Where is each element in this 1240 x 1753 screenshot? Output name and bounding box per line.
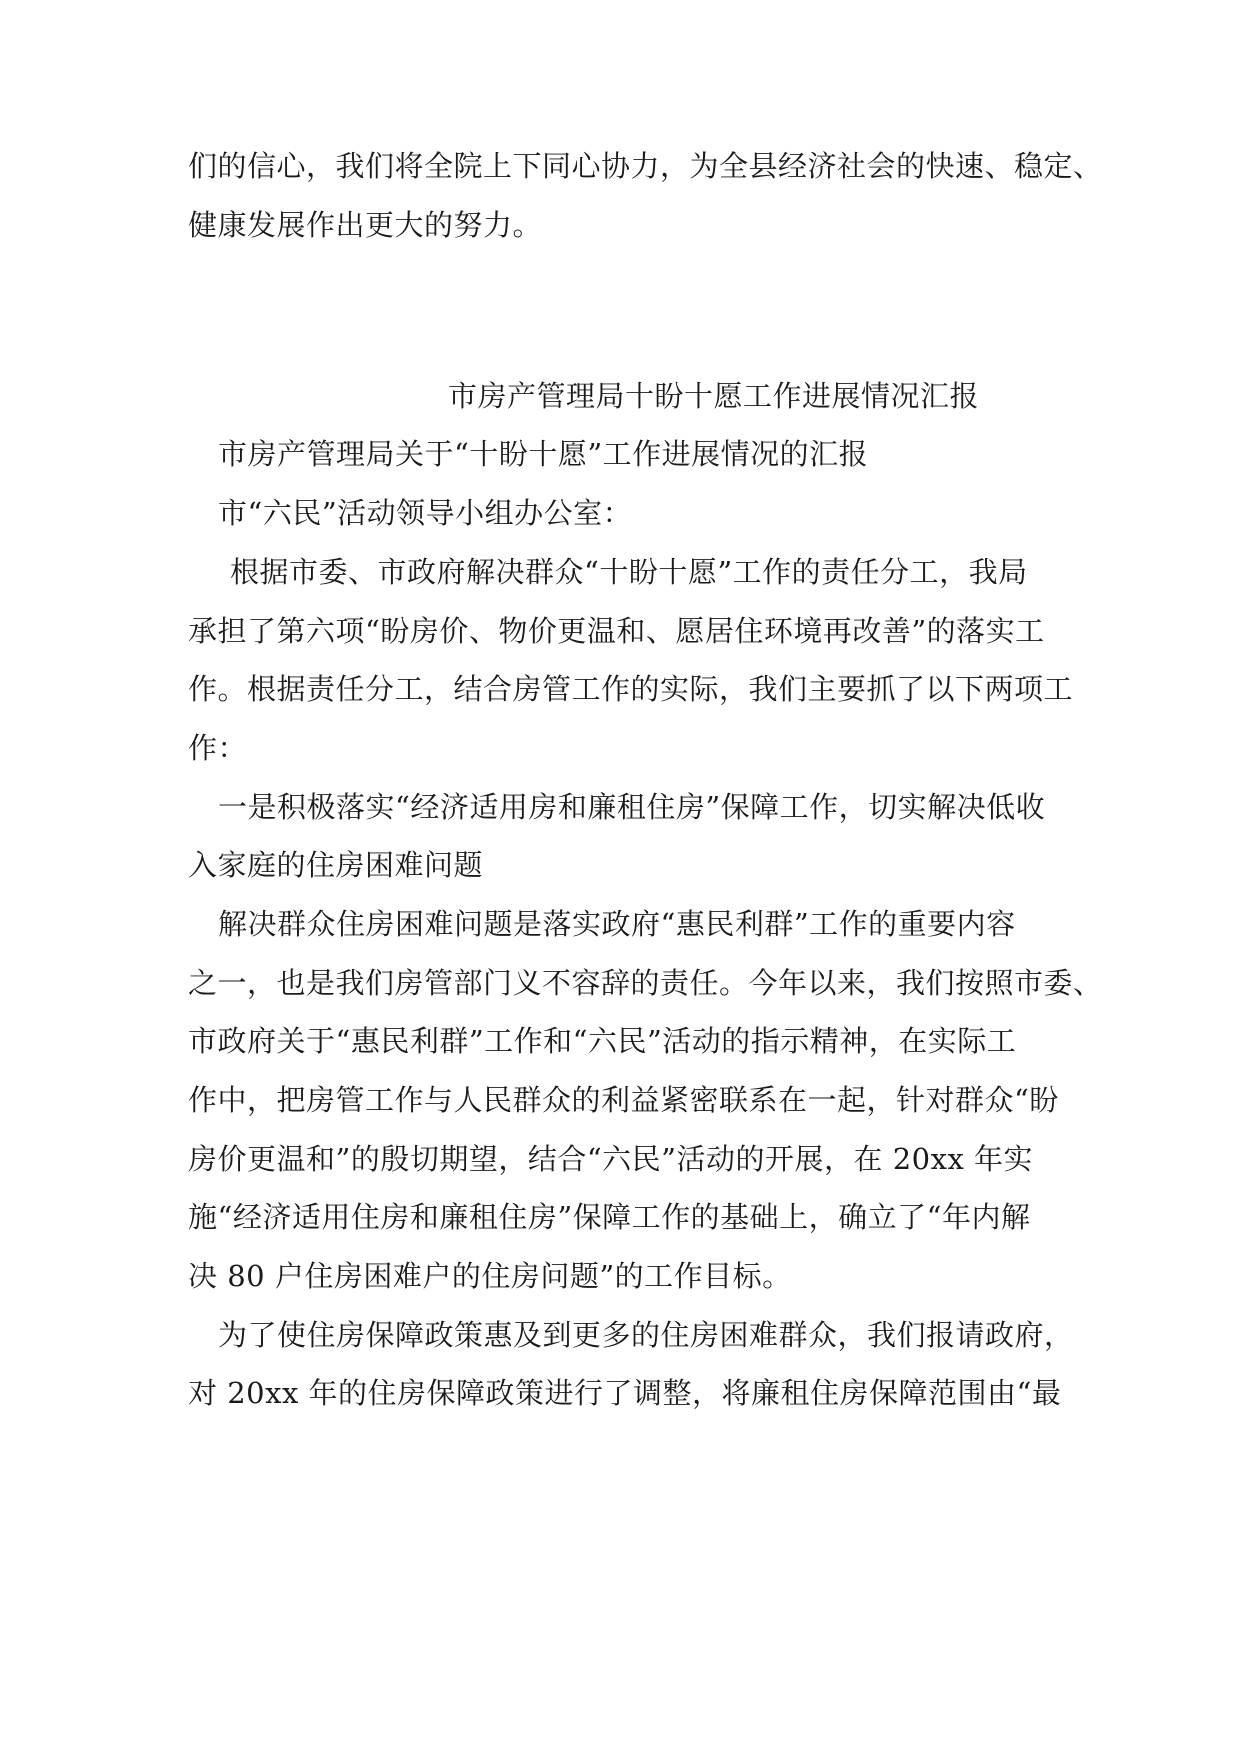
document-title: 市房产管理局十盼十愿工作进展情况汇报 [448,379,980,413]
para3-line-5: 房价更温和”的殷切期望，结合“六民”活动的开展，在 20xx 年实 [188,1142,1034,1176]
prev-section-line-1: 们的信心，我们将全院上下同心协力，为全县经济社会的快速、稳定、 [188,149,1103,183]
para1-line-4: 作： [188,731,248,765]
para1-line-1: 根据市委、市政府解决群众“十盼十愿”工作的责任分工，我局 [230,555,1028,589]
para3-line-6: 施“经济适用住房和廉租住房”保障工作的基础上，确立了“年内解 [188,1200,1031,1234]
para2-line-2: 入家庭的住房困难问题 [188,848,484,882]
para2-line-1: 一是积极落实“经济适用房和廉租住房”保障工作，切实解决低收 [218,790,1046,824]
para3-line-4: 作中，把房管工作与人民群众的利益紧密联系在一起，针对群众“盼 [188,1083,1059,1117]
para3-line-3: 市政府关于“惠民利群”工作和“六民”活动的指示精神，在实际工 [188,1024,1017,1058]
para1-line-2: 承担了第六项“盼房价、物价更温和、愿居住环境再改善”的落实工 [188,614,1045,648]
para3-line-2: 之一，也是我们房管部门义不容辞的责任。今年以来，我们按照市委、 [188,966,1103,1000]
para3-line-7: 决 80 户住房困难户的住房问题”的工作目标。 [188,1259,792,1293]
para4-line-1: 为了使住房保障政策惠及到更多的住房困难群众，我们报请政府， [218,1318,1074,1352]
prev-section-line-2: 健康发展作出更大的努力。 [188,208,543,242]
para4-line-2: 对 20xx 年的住房保障政策进行了调整，将廉租住房保障范围由“最 [188,1376,1062,1410]
para1-line-3: 作。根据责任分工，结合房管工作的实际，我们主要抓了以下两项工 [188,672,1074,706]
para3-line-1: 解决群众住房困难问题是落实政府“惠民利群”工作的重要内容 [218,907,1016,941]
addressee: 市“六民”活动领导小组办公室： [218,496,633,530]
document-subtitle: 市房产管理局关于“十盼十愿”工作进展情况的汇报 [218,437,869,471]
